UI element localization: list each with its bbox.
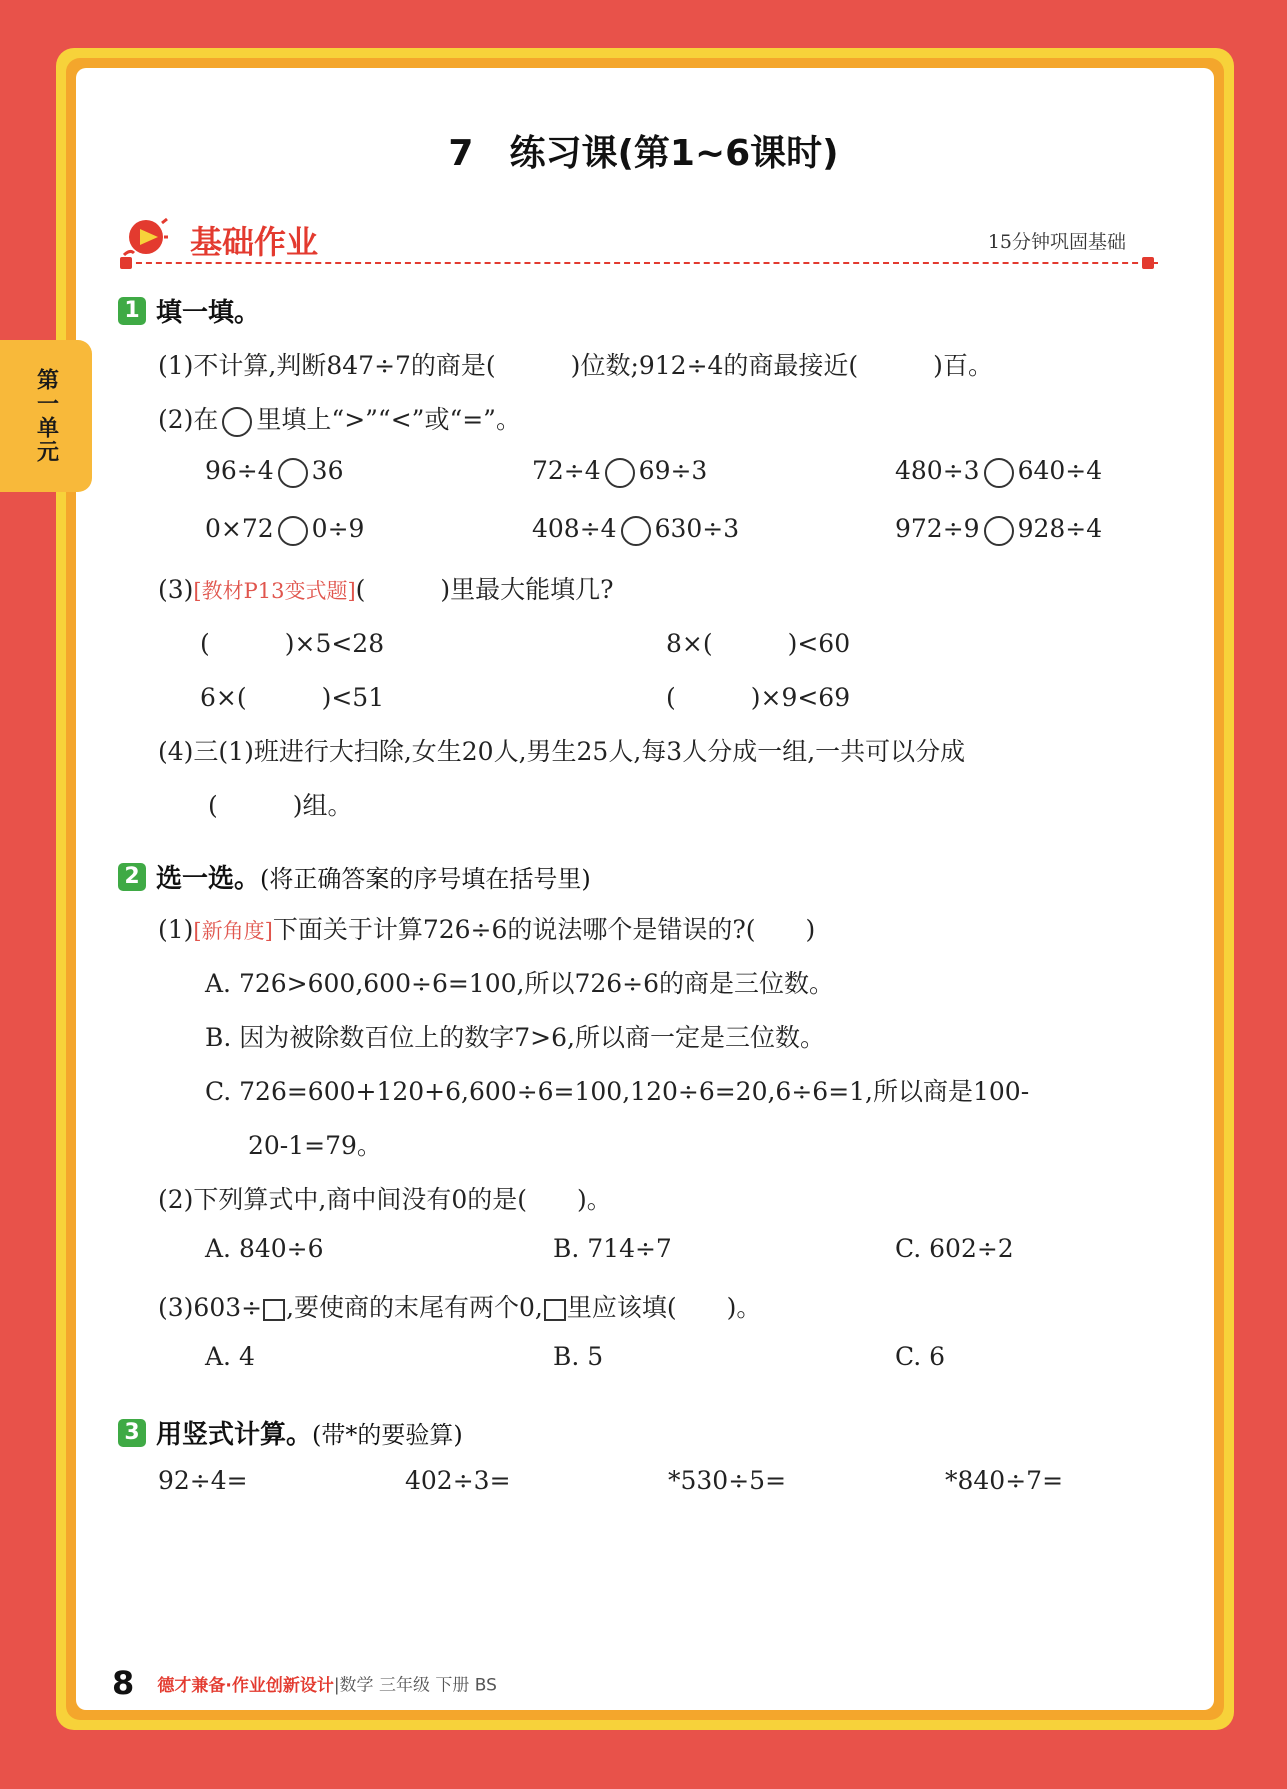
q2-part3-text-a: (3)603÷: [158, 1293, 263, 1322]
fill-item: ( )×5<28: [200, 629, 385, 658]
compare-right: 630÷3: [654, 514, 740, 543]
q2-part3: [158, 1288, 761, 1324]
q2-part1-number: (1): [158, 915, 194, 944]
q2-part3-text-c: 里应该填( )。: [566, 1293, 762, 1322]
q1-part3-number: (3): [158, 575, 194, 604]
q1-part3: [158, 570, 614, 606]
compare-item: [205, 456, 343, 488]
question-1-heading: [118, 292, 260, 329]
unit-side-tab-label: 第一单元: [33, 368, 59, 464]
section-header: [118, 215, 1158, 265]
page-number: 8: [112, 1664, 135, 1702]
question-3-instruction: (带*的要验算): [312, 1421, 463, 1449]
question-3-badge: 3: [118, 1419, 146, 1447]
compare-left: 480÷3: [895, 456, 980, 485]
page-title: 7 练习课(第1~6课时): [448, 133, 839, 174]
compare-left: 972÷9: [895, 514, 980, 543]
footer-brand: 德才兼备·作业创新设计: [157, 1675, 334, 1696]
question-2-label: 选一选。: [156, 864, 261, 894]
option-c-line2: 20-1=79。: [248, 1131, 382, 1160]
compare-item: [532, 514, 739, 546]
q2-part3-option: C. 6: [895, 1342, 946, 1371]
answer-circle[interactable]: [605, 458, 635, 488]
calc-item: *840÷7=: [945, 1466, 1064, 1495]
q1-part4-line2: ( )组。: [208, 791, 353, 820]
q2-part2-option: A. 840÷6: [205, 1234, 324, 1263]
q2-part3-option: B. 5: [553, 1342, 604, 1371]
compare-item: [895, 514, 1102, 546]
question-2-badge: 2: [118, 863, 146, 891]
section-line-cap-right: [1142, 257, 1154, 269]
question-3-label: 用竖式计算。: [156, 1420, 313, 1450]
question-3-heading: [118, 1414, 463, 1451]
textbook-tag: [教材P13变式题]: [193, 579, 356, 603]
q2-part3-option: A. 4: [205, 1342, 255, 1371]
question-1-badge: 1: [118, 297, 146, 325]
compare-left: 408÷4: [532, 514, 617, 543]
q1-part4-line1: (4)三(1)班进行大扫除,女生20人,男生25人,每3人分成一组,一共可以分成: [158, 737, 966, 766]
blank-square-icon: [263, 1299, 285, 1321]
compare-right: 640÷4: [1017, 456, 1103, 485]
compare-item: [895, 456, 1102, 488]
compare-right: 36: [311, 456, 344, 485]
fill-item: 8×( )<60: [666, 629, 851, 658]
answer-circle[interactable]: [984, 516, 1014, 546]
q1-part2-text-a: (2)在: [158, 405, 219, 434]
blank-square-icon: [544, 1299, 566, 1321]
answer-circle[interactable]: [984, 458, 1014, 488]
answer-circle[interactable]: [278, 516, 308, 546]
q1-part1: (1)不计算,判断847÷7的商是( )位数;912÷4的商最接近( )百。: [158, 351, 993, 380]
q2-part3-text-b: ,要使商的末尾有两个0,: [286, 1293, 543, 1322]
calc-item: 402÷3=: [405, 1466, 511, 1495]
question-2-instruction: (将正确答案的序号填在括号里): [260, 865, 591, 893]
q1-part3-text: ( )里最大能填几?: [355, 575, 614, 604]
new-angle-tag: [新角度]: [193, 919, 273, 943]
q2-part2: (2)下列算式中,商中间没有0的是( )。: [158, 1185, 612, 1214]
section-title: 基础作业: [190, 223, 319, 261]
fill-item: ( )×9<69: [666, 683, 851, 712]
unit-side-tab: [0, 340, 92, 492]
compare-right: 69÷3: [638, 456, 708, 485]
compare-left: 96÷4: [205, 456, 274, 485]
answer-circle[interactable]: [278, 458, 308, 488]
section-divider: [126, 262, 1158, 264]
footer-book-info: |数学 三年级 下册 BS: [333, 1675, 497, 1696]
compare-item: [205, 514, 364, 546]
q2-part2-option: C. 602÷2: [895, 1234, 1014, 1263]
q1-part2: [158, 400, 521, 437]
section-note: 15分钟巩固基础: [987, 231, 1126, 253]
calc-item: 92÷4=: [158, 1466, 248, 1495]
question-1-label: 填一填。: [156, 298, 261, 328]
option-a: A. 726>600,600÷6=100,所以726÷6的商是三位数。: [205, 969, 835, 998]
compare-right: 0÷9: [311, 514, 365, 543]
option-b: B. 因为被除数百位上的数字7>6,所以商一定是三位数。: [205, 1023, 825, 1052]
q2-part1: [158, 910, 815, 946]
q1-part2-text-b: 里填上“>”“<”或“=”。: [256, 405, 521, 434]
compare-circle-icon: [222, 407, 252, 437]
q2-part1-text: 下面关于计算726÷6的说法哪个是错误的?( ): [272, 915, 816, 944]
option-c-line1: C. 726=600+120+6,600÷6=100,120÷6=20,6÷6=1,所以商是100-: [205, 1077, 1030, 1106]
answer-circle[interactable]: [621, 516, 651, 546]
fill-item: 6×( )<51: [200, 683, 385, 712]
calc-item: *530÷5=: [668, 1466, 787, 1495]
compare-left: 72÷4: [532, 456, 601, 485]
compare-left: 0×72: [205, 514, 274, 543]
compare-item: [532, 456, 707, 488]
page-footer: [112, 1664, 497, 1702]
compare-right: 928÷4: [1017, 514, 1103, 543]
q2-part2-option: B. 714÷7: [553, 1234, 672, 1263]
question-2-heading: [118, 858, 591, 895]
